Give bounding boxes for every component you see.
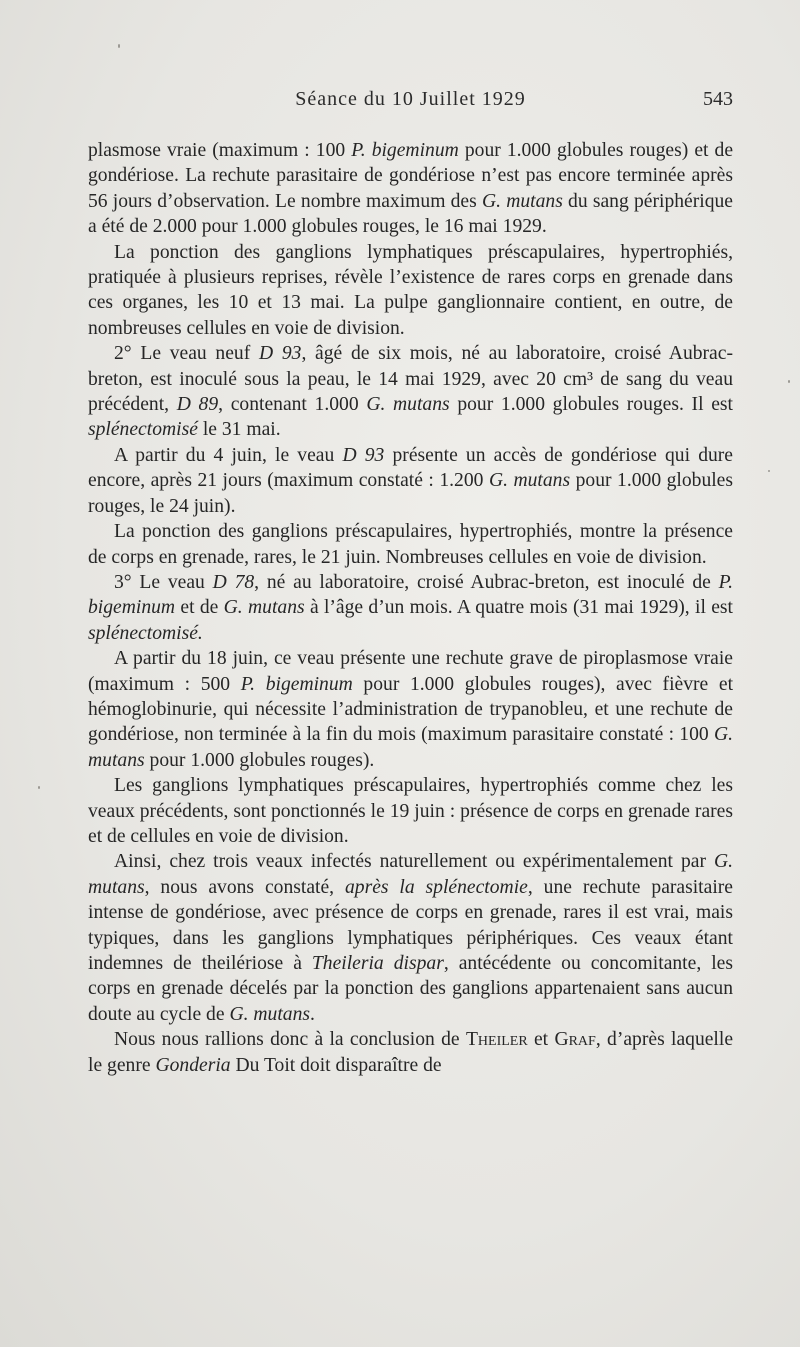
text-run: le 31 mai. xyxy=(197,419,281,441)
text-run: , une rechute parasitaire intense de gondériose, avec présence de corps en grenade, rares il est vrai, mais typiques, dans les ganglions lymphatiques périphériques. Ces veaux étant indemnes de theilériose à xyxy=(88,876,733,974)
paragraph-p2 xyxy=(88,240,733,342)
running-header xyxy=(88,88,733,118)
text-run: A partir du 4 juin, le veau xyxy=(114,444,343,466)
paragraph-p7 xyxy=(88,646,733,773)
italic-run: G. mutans xyxy=(366,394,450,416)
text-run: et xyxy=(527,1029,555,1051)
author-name: Theiler xyxy=(465,1029,528,1051)
italic-run: Gonderia xyxy=(155,1054,231,1076)
paragraph-p10 xyxy=(88,1027,733,1078)
text-run: , nous avons constaté, xyxy=(144,876,345,898)
running-title: Séance du 10 Juillet 1929 xyxy=(295,88,526,110)
italic-run: P. bigeminum xyxy=(88,571,733,619)
italic-run: Theileria dispar xyxy=(311,953,444,974)
text-run: . xyxy=(310,1003,315,1025)
italic-run: G. mutans xyxy=(88,851,733,898)
italic-run: D 93 xyxy=(342,444,385,466)
body-text xyxy=(88,138,733,1078)
text-run: pour 1.000 globules rouges. Il est xyxy=(449,394,733,416)
italic-run: D 89 xyxy=(176,394,219,416)
text-run: , âgé de six mois, né au laboratoire, croisé Aubrac-breton, est inoculé sous la peau, le 14 mai 1929, avec 20 cm³ de sang du veau précédent, xyxy=(88,343,733,416)
paragraph-p9 xyxy=(88,849,733,1027)
paragraph-p5 xyxy=(88,519,733,570)
text-run: pour 1.000 globules rouges), avec fièvre et hémoglobinurie, qui nécessite l’administration de trypanobleu, et une rechute de gondériose, non terminée à la fin du mois (maximum parasitaire constaté : 100 xyxy=(88,673,734,746)
italic-run: P. bigeminum xyxy=(351,140,459,161)
text-run: La ponction des ganglions lymphatiques préscapulaires, hypertrophiés, pratiquée à plusieurs reprises, révèle l’existence de rares corps en grenade dans ces organes, les 10 et 13 mai. La pulpe ganglionnaire contient, en outre, de nombreuses cellules en voie de division. xyxy=(88,241,733,339)
text-run: , antécédente ou concomitante, les corps en grenade décelés par la ponction des ganglions appartenaient sans aucun doute au cycle de xyxy=(88,953,733,1025)
italic-run: splénectomisé xyxy=(88,419,198,441)
paragraph-p4 xyxy=(88,443,733,519)
paragraph-p6 xyxy=(88,570,733,646)
page-number: 543 xyxy=(703,88,733,110)
italic-run: G. mutans xyxy=(223,597,305,619)
italic-run: G. mutans xyxy=(488,470,571,492)
italic-run: G. mutans xyxy=(229,1003,311,1025)
text-run: et de xyxy=(175,597,224,619)
italic-run: G. mutans xyxy=(481,190,563,212)
text-run: du sang périphérique a été de 2.000 pour 1.000 globules rouges, le 16 mai 1929. xyxy=(88,190,733,238)
paragraph-p8 xyxy=(88,773,733,849)
author-name: Graf xyxy=(554,1029,596,1051)
italic-run: P. bigeminum xyxy=(240,673,353,695)
text-run: 3° Le veau xyxy=(114,571,213,593)
italic-run: splénectomisé. xyxy=(88,622,203,644)
text-run: Ainsi, chez trois veaux infectés naturellement ou expérimentalement par xyxy=(114,851,714,873)
text-run: présente un accès de gondériose qui dure encore, après 21 jours (maximum constaté : 1.200 xyxy=(88,444,734,492)
text-run: , né au laboratoire, croisé Aubrac-breton, est inoculé de xyxy=(254,571,719,593)
text-run: , contenant 1.000 xyxy=(218,394,367,416)
paragraph-p1 xyxy=(88,138,733,240)
text-run: La ponction des ganglions préscapulaires, hypertrophiés, montre la présence de corps en grenade, rares, le 21 juin. Nombreuses cellules en voie de division. xyxy=(88,521,733,568)
text-run: Les ganglions lymphatiques préscapulaires, hypertrophiés comme chez les veaux précédents, sont ponctionnés le 19 juin : présence de corps en grenade rares et de cellules en voie de division. xyxy=(88,775,733,847)
paragraph-p3 xyxy=(88,341,733,443)
text-run: A partir du 18 juin, ce veau présente une rechute grave de piroplasmose vraie (maximum : 500 xyxy=(88,648,733,695)
text-run: à l’âge d’un mois. A quatre mois (31 mai 1929), il est xyxy=(304,597,733,619)
text-run: , d’après laquelle le genre xyxy=(88,1029,734,1076)
text-run: plasmose vraie (maximum : 100 xyxy=(88,140,352,161)
italic-run: après la splénectomie xyxy=(344,876,528,898)
italic-run: D 78 xyxy=(212,571,255,593)
text-run: Du Toit doit disparaître de xyxy=(230,1054,442,1076)
italic-run: D 93 xyxy=(258,343,302,365)
text-run: pour 1.000 globules rouges, le 24 juin). xyxy=(88,470,734,517)
text-run: pour 1.000 globules rouges). xyxy=(144,749,375,771)
text-run: 2° Le veau neuf xyxy=(114,343,259,365)
text-run: Nous nous rallions donc à la conclusion de xyxy=(114,1029,466,1051)
text-run: pour 1.000 globules rouges) et de gondériose. La rechute parasitaire de gondériose n’est pas encore terminée après 56 jours d’observation. Le nombre maximum des xyxy=(88,140,734,212)
italic-run: G. mutans xyxy=(88,724,733,771)
